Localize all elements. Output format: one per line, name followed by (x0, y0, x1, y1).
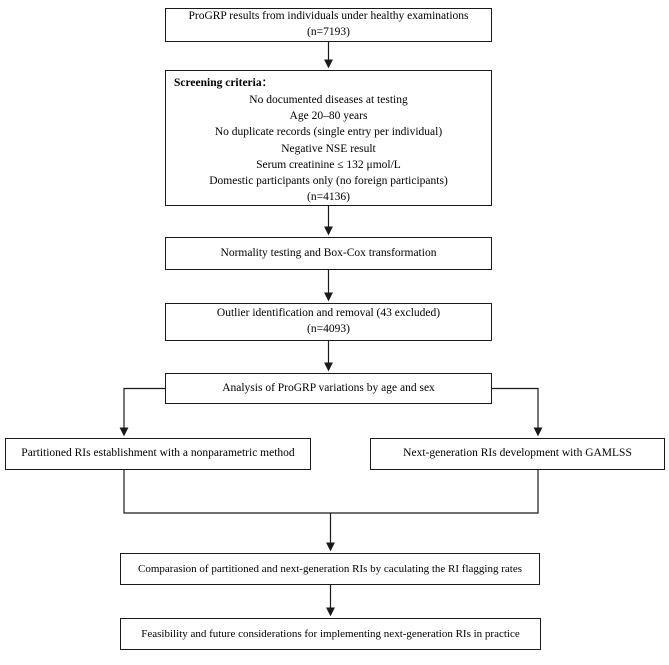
box-partitioned-ris (5, 438, 311, 470)
screening-title: Screening criteria： (174, 77, 274, 89)
screening-item: Domestic participants only (no foreign participants) (209, 175, 448, 188)
screening-item: No duplicate records (single entry per individual) (214, 126, 443, 139)
box-next-generation-ris (370, 438, 665, 470)
box-feasibility-considerations (120, 618, 541, 650)
screening-item: Negative NSE result (281, 142, 376, 155)
outlier-line1: Outlier identification and removal (43 excluded) (216, 307, 441, 320)
partitioned-ris-label: Partitioned RIs establishment with a nonparametric method (21, 447, 295, 460)
box-source-population (165, 8, 492, 42)
box-outlier-removal (165, 303, 492, 341)
analysis-label: Analysis of ProGRP variations by age and sex (222, 381, 435, 394)
source-count: (n=7193) (307, 26, 350, 38)
source-line1: ProGRP results from individuals under healthy examinations (188, 10, 469, 23)
next-generation-ris-label: Next-generation RIs development with GAMLSS (403, 447, 632, 460)
screening-item: Age 20–80 years (289, 109, 368, 122)
outlier-count: (n=4093) (307, 323, 350, 335)
box-screening-criteria (165, 70, 492, 206)
arrow-analysis-to-left (124, 389, 165, 436)
feasibility-label: Feasibility and future considerations for implementing next-generation RIs in practice (141, 627, 520, 640)
box-comparison-flagging-rates (120, 553, 540, 585)
screening-item: Serum creatinine ≤ 132 μmol/L (256, 158, 401, 171)
merge-line (124, 470, 538, 513)
box-analysis-variations (165, 373, 492, 404)
screening-item: No documented diseases at testing (249, 93, 408, 106)
screening-count: (n=4136) (307, 191, 350, 204)
arrow-analysis-to-right (492, 389, 538, 436)
box-normality-testing (165, 237, 492, 270)
comparison-label: Comparasion of partitioned and next-generation RIs by caculating the RI flagging rates (138, 562, 522, 575)
normality-label: Normality testing and Box-Cox transformation (220, 246, 437, 259)
